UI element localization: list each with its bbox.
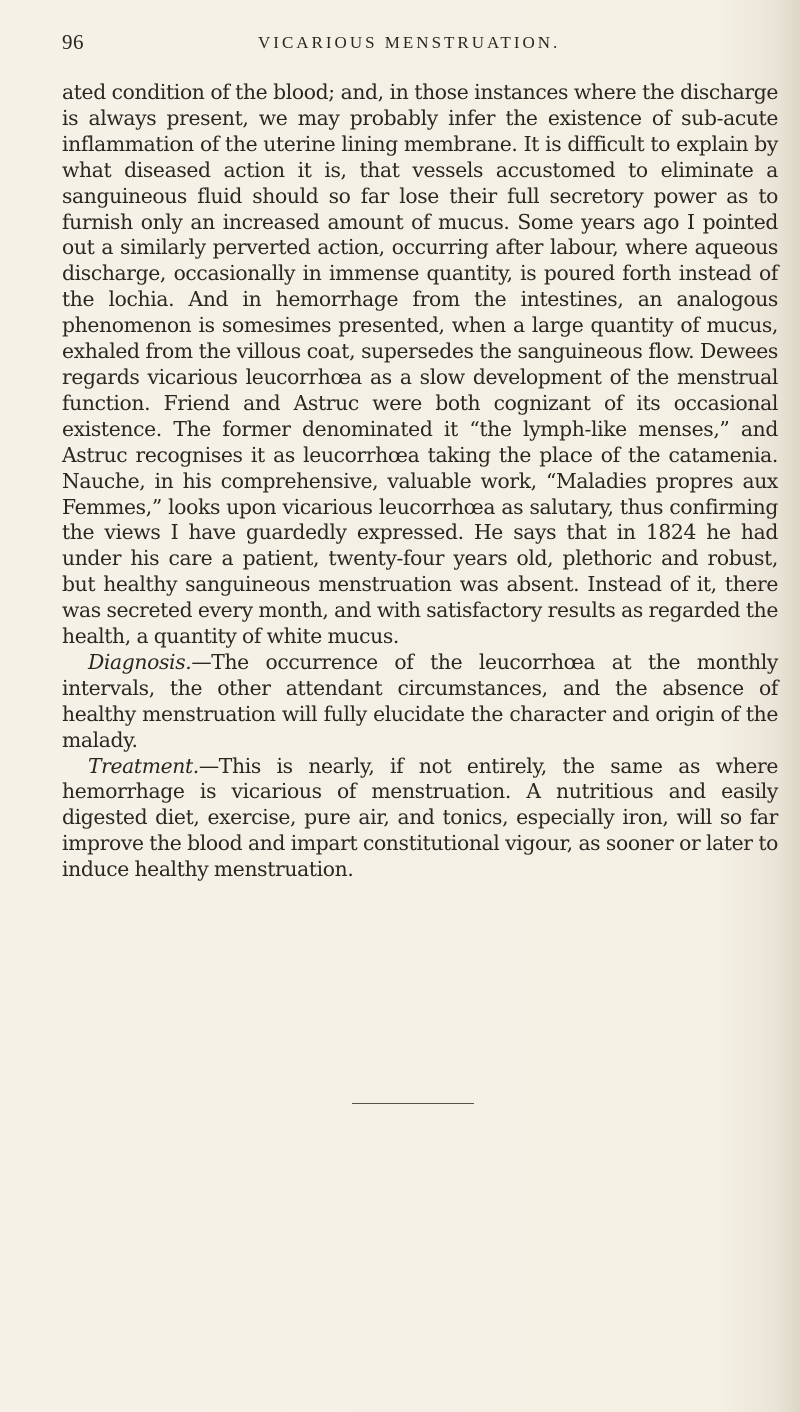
running-head: VICARIOUS MENSTRUATION. — [258, 33, 561, 52]
section-divider-rule — [352, 1103, 474, 1104]
page-number: 96 — [62, 30, 84, 54]
paragraph-diagnosis — [62, 650, 778, 754]
paragraph-continuation — [62, 80, 778, 650]
paragraph-text: ated condition of the blood; and, in those instances where the discharge is always present, we may probably infer the existence of sub-acute inflammation of the uterine lining membrane. It is difficult to explain by what diseased action it is, that vessels accustomed to eliminate a sanguineous fluid should so far lose their full secretory power as to furnish only an increased amount of mucus. Some years ago I pointed out a similarly perverted action, occurring after labour, where aqueous discharge, occasionally in immense quantity, is poured forth instead of the lochia. And in hemorrhage from the intestines, an analogous phenomenon is somesimes presented, when a large quantity of mucus, exhaled from the villous coat, supersedes the sanguineous flow. Dewees regards vicarious leucorrhœa as a slow development of the menstrual function. Friend and Astruc were both cognizant of its occasional existence. The former denominated it “the lymph-like menses,” and Astruc recognises it as leucorrhœa taking the place of the catamenia. Nauche, in his comprehensive, valuable work, “Maladies propres aux Femmes,” looks upon vicarious leucorrhœa as salutary, thus confirming the views I have guardedly expressed. He says that in 1824 he had under his care a patient, twenty-four years old, plethoric and robust, but healthy sanguineous menstruation was absent. Instead of it, there was secreted every month, and with satisfactory results as regarded the health, a quantity of white mucus. — [62, 80, 778, 649]
body-text — [62, 80, 778, 883]
page-header — [62, 30, 762, 60]
paragraph-treatment — [62, 754, 778, 884]
section-lead-treatment: Treatment. — [88, 753, 199, 778]
section-lead-diagnosis: Diagnosis. — [88, 649, 192, 674]
paragraph-text: —The occurrence of the leucorrhœa at the monthly intervals, the other attendant circumstances, and the absence of healthy menstruation will fully elucidate the character and origin of the malady. — [62, 649, 778, 752]
paragraph-text: —This is nearly, if not entirely, the same as where hemorrhage is vicarious of menstruation. A nutritious and easily digested diet, exercise, pure air, and tonics, especially iron, will so far improve the blood and impart constitutional vigour, as sooner or later to induce healthy menstruation. — [62, 753, 778, 882]
